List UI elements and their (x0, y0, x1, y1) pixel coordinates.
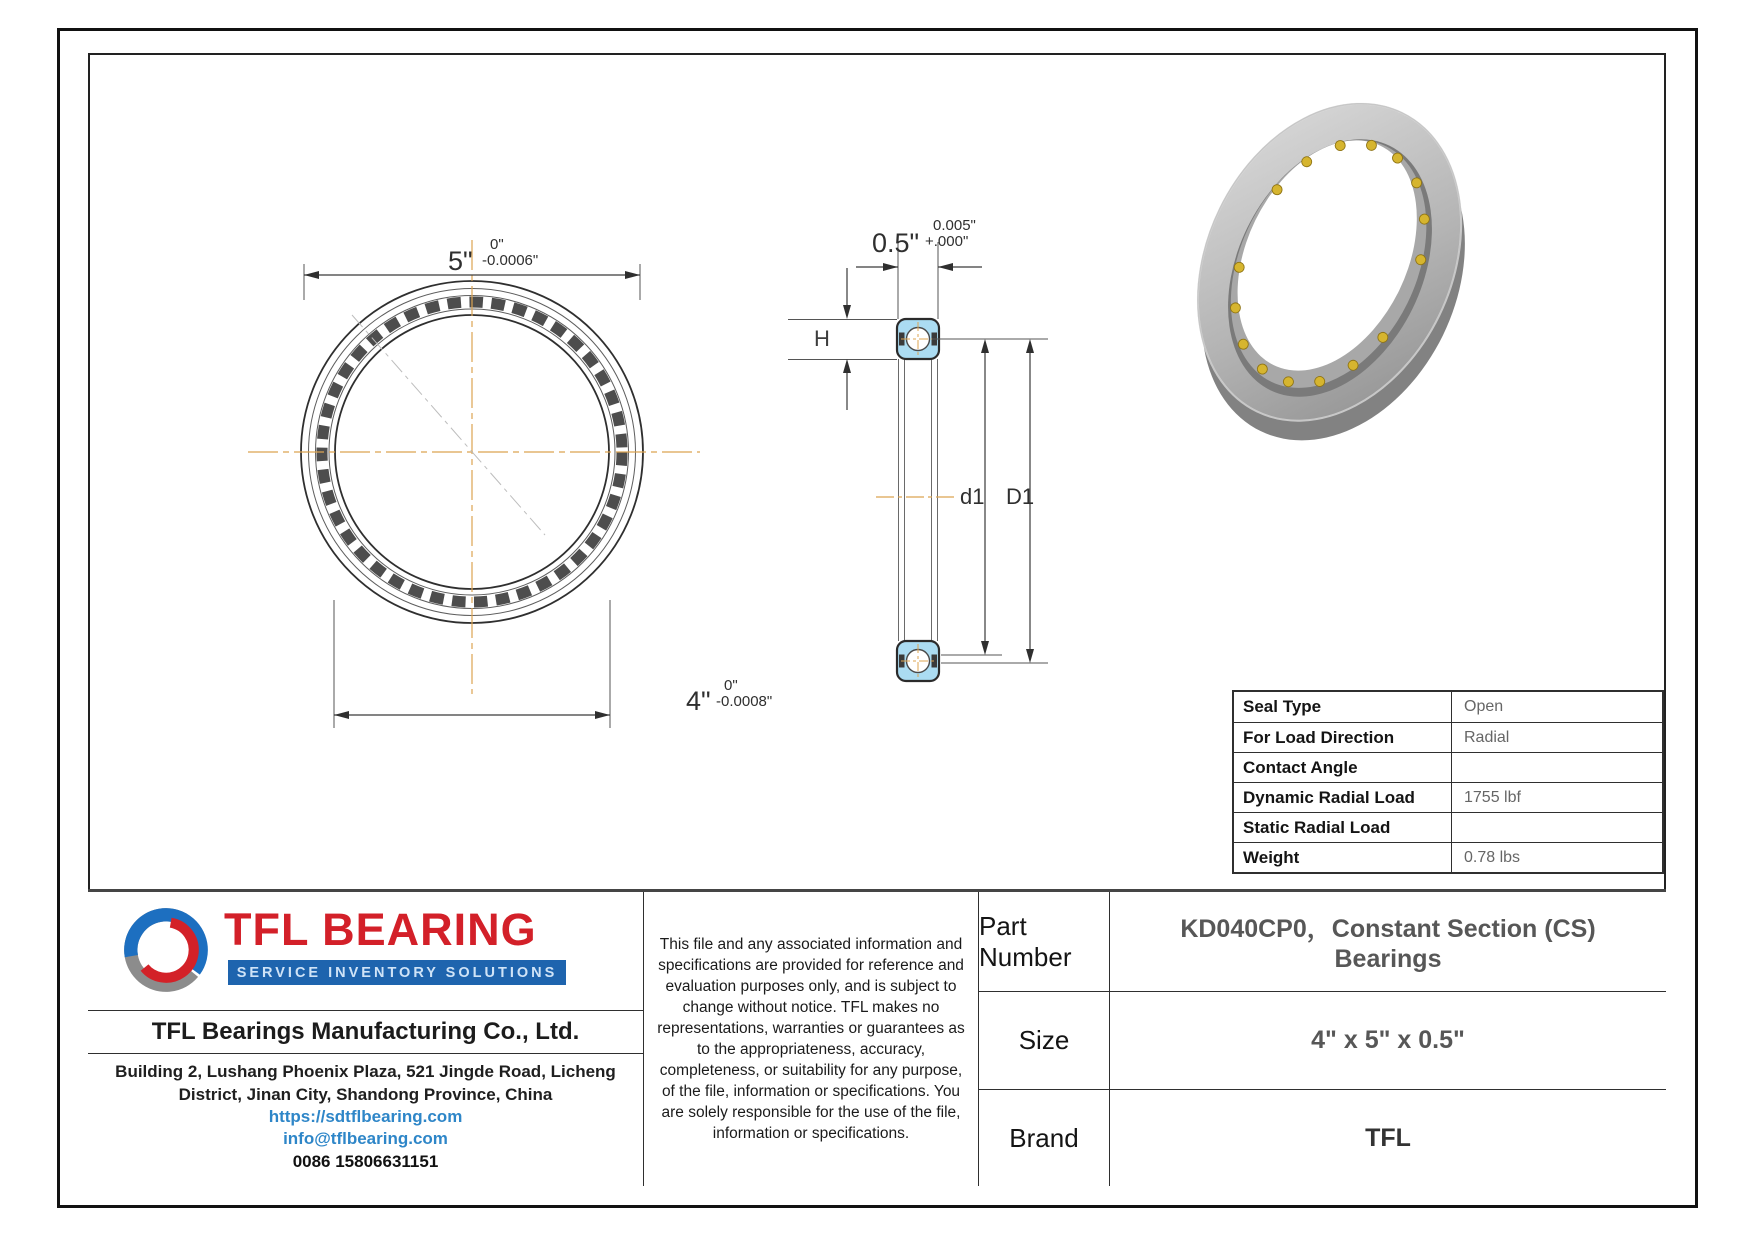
section-width-tolerance: 0.005" +.000" (925, 217, 976, 250)
spec-label: Seal Type (1234, 692, 1452, 722)
spec-value (1452, 753, 1662, 782)
table-row (1234, 752, 1662, 782)
spec-label: Static Radial Load (1234, 813, 1452, 842)
table-row (1234, 812, 1662, 842)
spec-value: Radial (1464, 728, 1510, 746)
spec-value (1452, 813, 1662, 842)
table-row (1234, 692, 1662, 722)
spec-label: Weight (1234, 843, 1452, 872)
address-line-1: Building 2, Lushang Phoenix Plaza, 521 Jingde Road, Licheng (115, 1062, 616, 1081)
part-info-table (978, 892, 1666, 1186)
table-row (1234, 782, 1662, 812)
table-row (979, 892, 1666, 991)
logo-tagline: SERVICE INVENTORY SOLUTIONS (228, 960, 566, 985)
table-row (1234, 722, 1662, 752)
front-bore-diameter-dim: 4" (686, 686, 711, 716)
field-label: Part Number (979, 910, 1072, 972)
front-outer-diameter-dim: 5" (448, 246, 473, 276)
bearing-3d-image (1140, 70, 1520, 465)
spec-value: 1755 lbf (1464, 788, 1521, 806)
spec-table (1232, 690, 1664, 874)
part-number-value: KD040CP0，Constant Section (CS) Bearings (1109, 892, 1666, 991)
company-name: TFL Bearings Manufacturing Co., Ltd. (88, 1010, 643, 1053)
cross-section-drawing (788, 242, 1048, 681)
table-row (979, 1089, 1666, 1186)
section-height-label: H (814, 326, 830, 351)
section-bore-label: d1 (960, 484, 985, 509)
phone-number: 0086 15806631151 (292, 1152, 439, 1171)
section-outer-label: D1 (1006, 484, 1035, 509)
size-value: 4" x 5" x 0.5" (1109, 992, 1666, 1089)
spec-value: 0.78 lbs (1464, 848, 1521, 866)
title-block (88, 889, 1666, 1186)
spec-label: Dynamic Radial Load (1234, 783, 1452, 812)
brand-value: TFL (1109, 1090, 1666, 1186)
disclaimer-column (643, 892, 978, 1186)
company-contact (88, 1053, 643, 1189)
logo-swirl-icon (118, 902, 214, 998)
section-width-dim: 0.5" (872, 228, 920, 258)
company-logo (88, 892, 643, 1010)
address-line-2: District, Jinan City, Shandong Province, China (178, 1085, 553, 1104)
field-label: Brand (1009, 1122, 1079, 1153)
front-outer-diameter-tolerance: 0" -0.0006" (482, 236, 539, 269)
logo-wordmark: TFL BEARING (224, 904, 537, 955)
table-row (1234, 842, 1662, 872)
spec-label: For Load Direction (1234, 723, 1452, 752)
disclaimer-text: This file and any associated information and specifications are provided for reference and evaluation purposes only, and is subject to change without notice. TFL makes no representations, warranties or guarantees as to the appropriateness, accuracy, completeness, or suitability for any purpose, of the file, information or specifications. You are solely responsible for the use of the file, information or specifications. (657, 936, 965, 1142)
table-row (979, 991, 1666, 1089)
front-bore-diameter-tolerance: 0" -0.0008" (716, 677, 773, 710)
website-link[interactable]: https://sdtflbearing.com (268, 1107, 463, 1126)
field-label: Size (1018, 1025, 1070, 1055)
email-link[interactable]: info@tflbearing.com (283, 1129, 448, 1148)
bearing-3d-render (1140, 70, 1520, 460)
front-view-drawing (248, 240, 700, 728)
spec-label: Contact Angle (1234, 753, 1452, 782)
spec-value: Open (1464, 698, 1504, 715)
company-column (88, 892, 643, 1186)
